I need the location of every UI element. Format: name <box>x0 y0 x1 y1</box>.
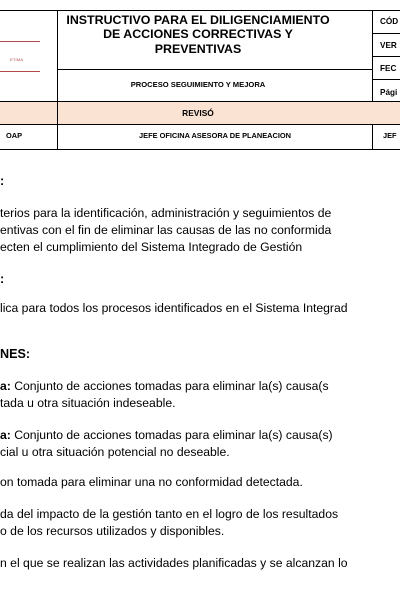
logo-text: ETIMA <box>10 57 24 62</box>
office-code: OAP <box>6 131 23 140</box>
definition-effectiveness-line-1: da del impacto de la gestión tanto en el logro de los resultados <box>0 507 339 521</box>
grid-hline-top <box>0 10 400 11</box>
grid-hline-side-1 <box>373 33 400 34</box>
definitions-heading: NES: <box>0 347 31 361</box>
definition-preventive-text: Conjunto de acciones tomadas para eliminar la(s) causa(s) <box>10 428 333 442</box>
definition-efficacy-line-1: n el que se realizan las actividades planificadas y se alcanzan lo <box>0 556 348 570</box>
grid-hline-side-2 <box>373 56 400 57</box>
definition-correction-line-1: on tomada para eliminar una no conformidad detectada. <box>0 475 303 489</box>
grid-hline-side-3 <box>373 79 400 80</box>
grid-vline-right <box>372 10 373 150</box>
definition-preventive-term: a: <box>0 428 11 442</box>
review-band-label: REVISÓ <box>182 108 214 118</box>
document-title: INSTRUCTIVO PARA EL DILIGENCIAMIENTO DE ACCIONES CORRECTIVAS Y PREVENTIVAS <box>66 13 330 56</box>
process-name: PROCESO SEGUIMIENTO Y MEJORA <box>130 80 266 89</box>
code-label: CÓD <box>380 17 399 26</box>
approver-role: JEF <box>383 131 397 140</box>
grid-hline-title <box>58 69 372 70</box>
grid-hline-band-bottom <box>0 124 400 125</box>
definition-corrective-line-1 <box>0 379 329 393</box>
definition-preventive-line-1 <box>0 428 333 442</box>
scope-heading: : <box>0 272 5 286</box>
objective-line-2: entivas con el fin de eliminar las causas de las no conformida <box>0 223 332 237</box>
definition-effectiveness-line-2: o de los recursos utilizados y disponibles. <box>0 524 225 538</box>
grid-hline-bottom <box>0 149 400 150</box>
scope-line-1: lica para todos los procesos identificados en el Sistema Integrad <box>0 301 348 315</box>
definition-corrective-text: Conjunto de acciones tomadas para eliminar la(s) causa(s <box>10 379 329 393</box>
objective-line-3: ecten el cumplimiento del Sistema Integrado de Gestión <box>0 240 303 254</box>
definition-corrective-line-2: tada u otra situación indeseable. <box>0 396 176 410</box>
reviewer-role: JEFE OFICINA ASESORA DE PLANEACION <box>139 131 291 140</box>
objective-heading: : <box>0 174 5 188</box>
definition-preventive-line-2: cial u otra situación potencial no deseable. <box>0 445 230 459</box>
document-header-table <box>0 0 400 152</box>
logo-rule-bottom <box>0 71 40 72</box>
page-label: Pági <box>380 88 398 97</box>
objective-line-1: terios para la identificación, administración y seguimientos de <box>0 206 332 220</box>
definition-corrective-term: a: <box>0 379 11 393</box>
logo-rule-top <box>0 41 40 42</box>
version-label: VER <box>380 41 397 50</box>
date-label: FEC <box>380 64 397 73</box>
